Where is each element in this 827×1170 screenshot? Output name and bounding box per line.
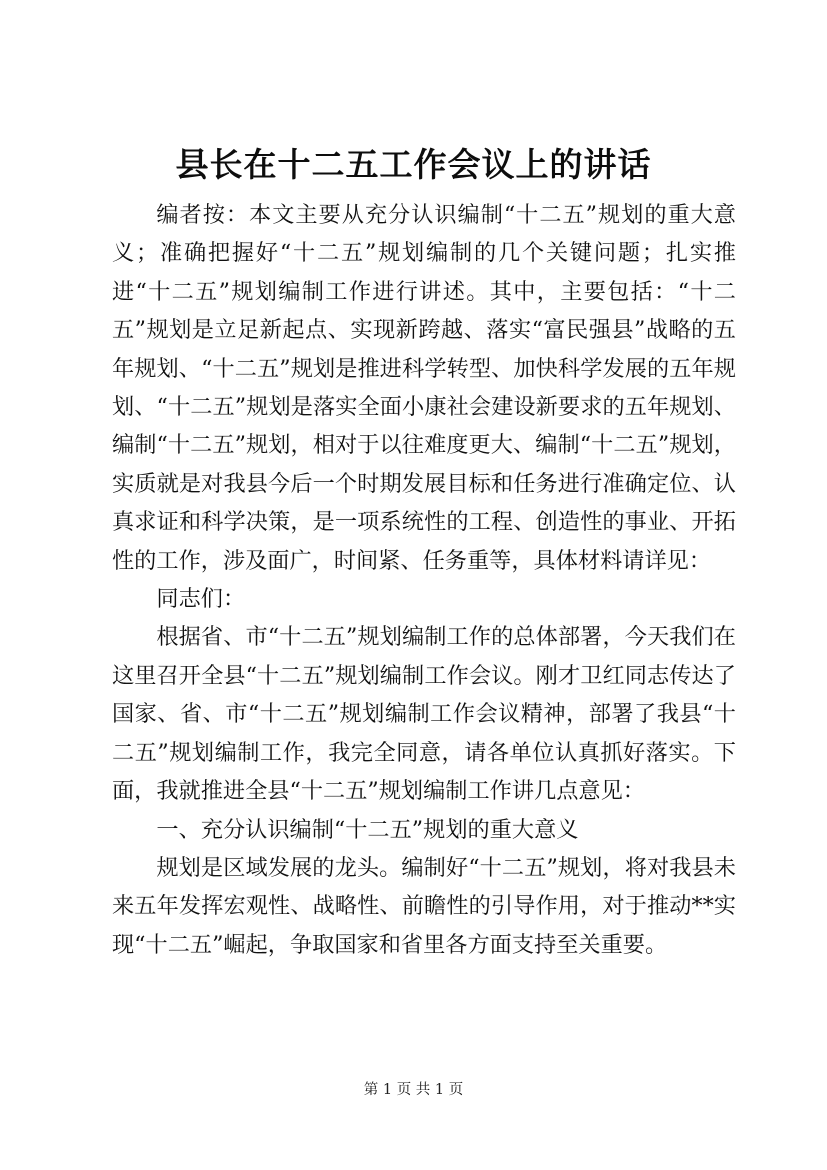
document-title: 县长在十二五工作会议上的讲话 — [175, 145, 652, 184]
page-footer: 第 1 页 共 1 页 — [363, 1082, 464, 1098]
section-heading: 一、充分认识编制“十二五”规划的重大意义 — [156, 816, 579, 843]
salutation-paragraph: 同志们： — [156, 586, 246, 613]
document-body — [112, 196, 736, 964]
section-paragraph: 规划是区域发展的龙头。编制好“十二五”规划，将对我县未来五年发挥宏观性、战略性、前瞻性的引导作用，对于推动**实现“十二五”崛起，争取国家和省里各方面支持至关重要。 — [112, 854, 736, 958]
intro-paragraph: 根据省、市“十二五”规划编制工作的总体部署，今天我们在这里召开全县“十二五”规划编制工作会议。刚才卫红同志传达了国家、省、市“十二五”规划编制工作会议精神，部署了我县“十二五”规划编制工作，我完全同意，请各单位认真抓好落实。下面，我就推进全县“十二五”规划编制工作讲几点意见： — [112, 624, 736, 805]
editor-note-paragraph: 编者按：本文主要从充分认识编制“十二五”规划的重大意义；准确把握好“十二五”规划编制的几个关键问题；扎实推进“十二五”规划编制工作进行讲述。其中，主要包括：“十二五”规划是立足新起点、实现新跨越、落实“富民强县”战略的五年规划、“十二五”规划是推进科学转型、加快科学发展的五年规划、“十二五”规划是落实全面小康社会建设新要求的五年规划、编制“十二五”规划，相对于以往难度更大、编制“十二五”规划，实质就是对我县今后一个时期发展目标和任务进行准确定位、认真求证和科学决策，是一项系统性的工程、创造性的事业、开拓性的工作，涉及面广，时间紧、任务重等，具体材料请详见： — [112, 202, 736, 574]
